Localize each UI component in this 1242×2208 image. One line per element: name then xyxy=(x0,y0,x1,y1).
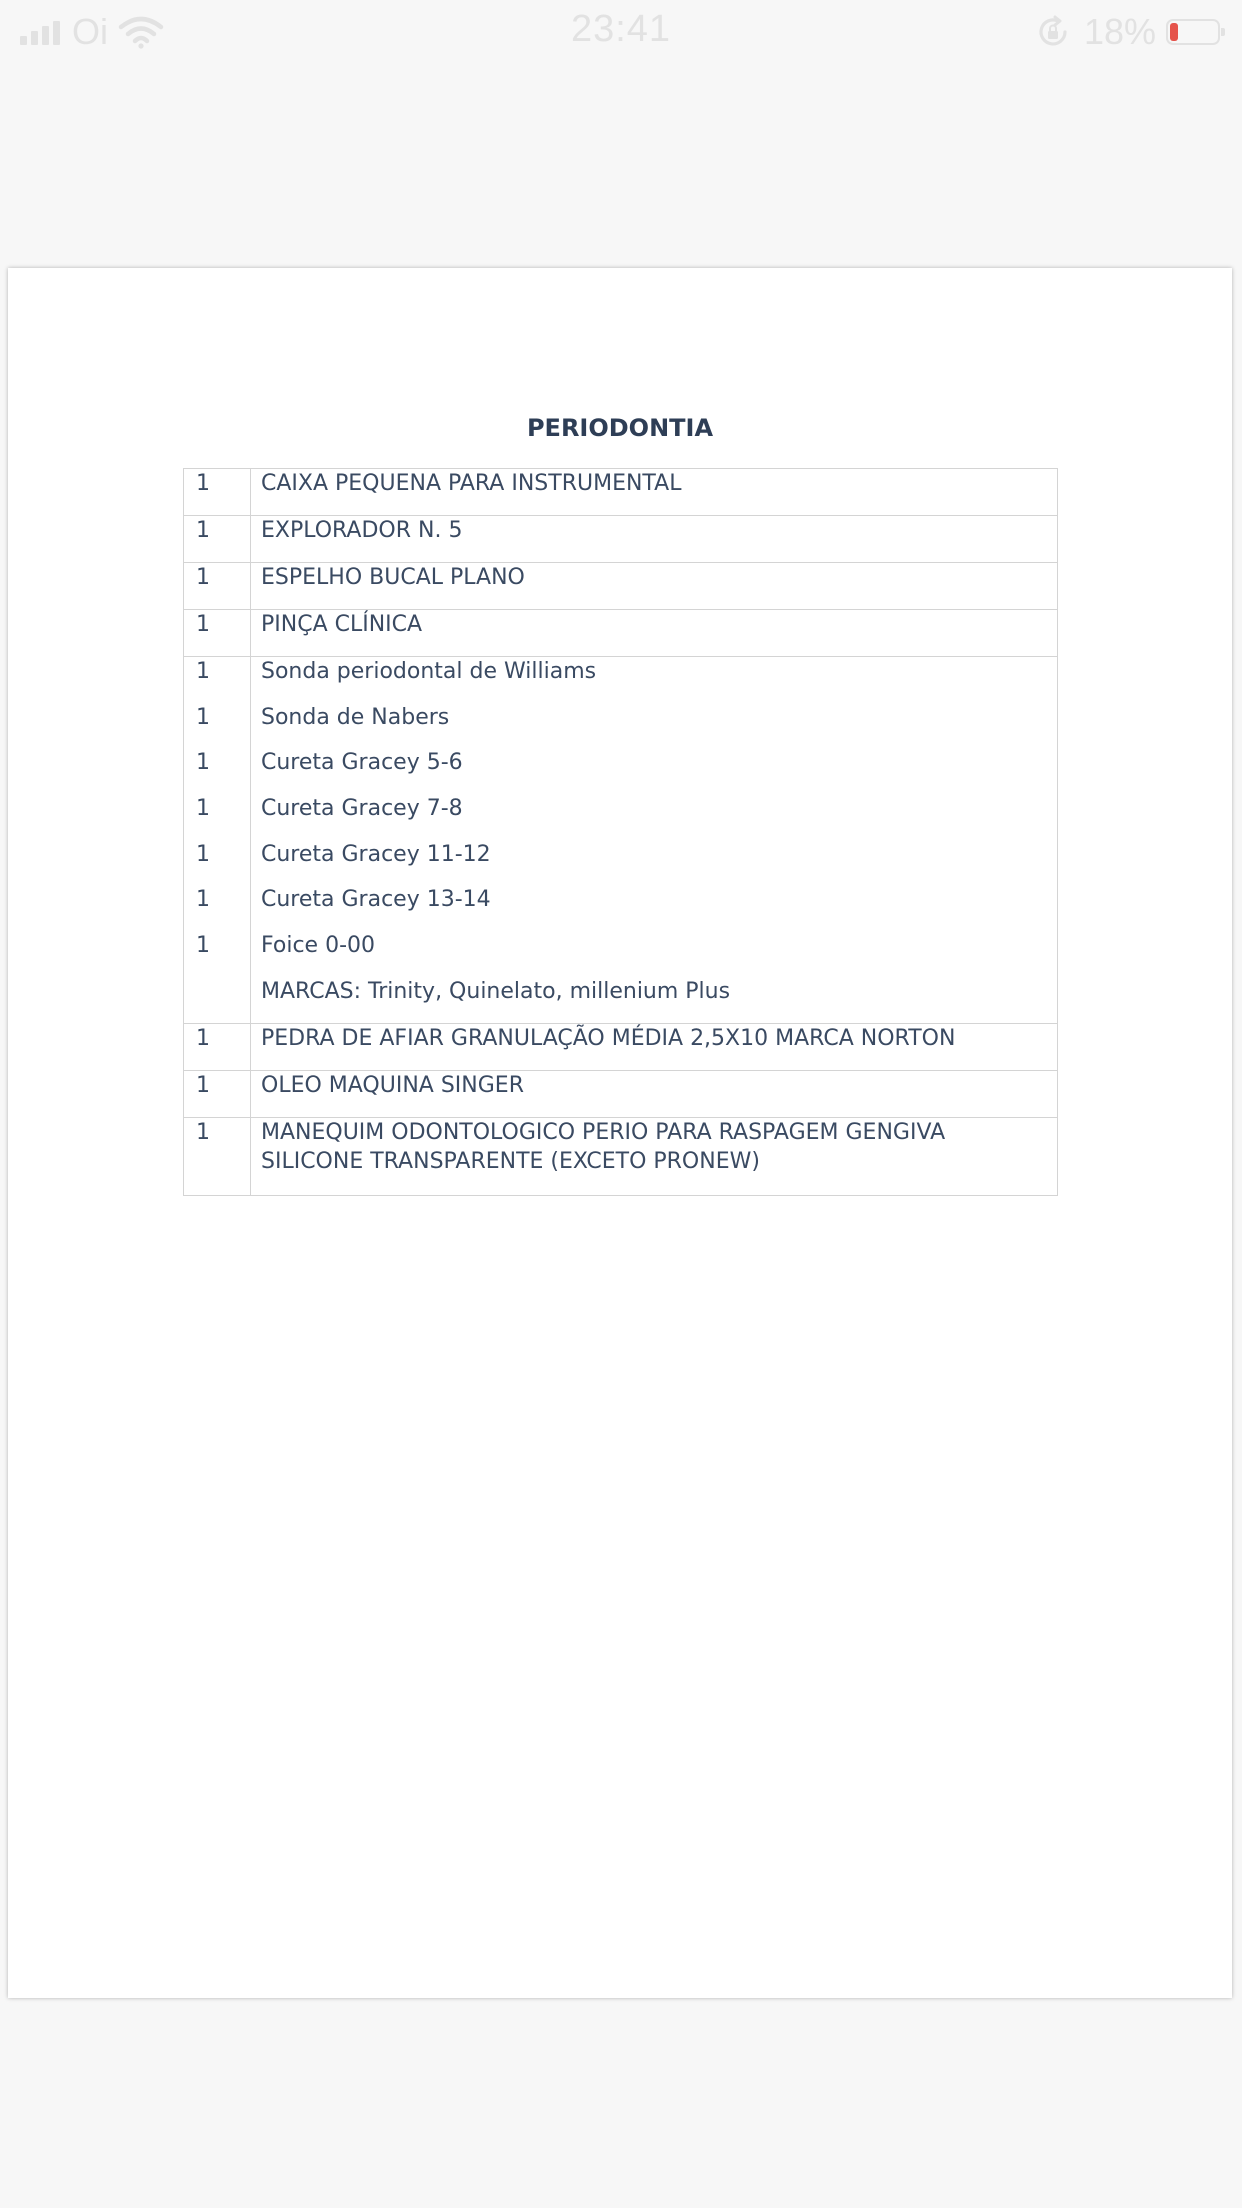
qty-value: 1 xyxy=(196,1119,210,1145)
status-right xyxy=(1036,10,1220,54)
item-description: PINÇA CLÍNICA xyxy=(261,612,423,637)
qty-value: 1 xyxy=(196,612,210,637)
status-bar xyxy=(0,0,1242,64)
qty-value: 1 xyxy=(196,796,210,822)
desc-cell xyxy=(251,610,1058,657)
qty-cell xyxy=(184,1023,251,1070)
battery-percent: 18% xyxy=(1083,11,1156,52)
item-description: OLEO MAQUINA SINGER xyxy=(261,1072,524,1098)
table-row-instrument-group xyxy=(184,657,1058,1024)
item-description: PEDRA DE AFIAR GRANULAÇÃO MÉDIA 2,5X10 MARCA NORTON xyxy=(261,1025,956,1051)
desc-cell xyxy=(251,1023,1058,1070)
battery-level-fill xyxy=(1170,23,1178,41)
table-row xyxy=(184,563,1058,610)
qty-cell xyxy=(184,516,251,563)
battery-icon xyxy=(1166,19,1220,45)
item-description: CAIXA PEQUENA PARA INSTRUMENTAL xyxy=(261,471,682,496)
qty-value: 1 xyxy=(196,1072,210,1098)
qty-value: 1 xyxy=(196,704,210,730)
qty-value: 1 xyxy=(196,1025,210,1051)
desc-cell xyxy=(251,563,1058,610)
qty-value: 1 xyxy=(196,565,210,590)
qty-cell xyxy=(184,563,251,610)
desc-cell xyxy=(251,1117,1058,1195)
item-description: Cureta Gracey 11-12 xyxy=(261,841,491,867)
item-description-line-2: SILICONE TRANSPARENTE (EXCETO PRONEW) xyxy=(261,1148,760,1174)
table-row xyxy=(184,1117,1058,1195)
item-description: EXPLORADOR N. 5 xyxy=(261,518,463,543)
rotation-lock-icon xyxy=(1036,15,1070,49)
item-description: ESPELHO BUCAL PLANO xyxy=(261,565,525,590)
qty-cell xyxy=(184,469,251,516)
qty-value: 1 xyxy=(196,659,210,684)
item-description-line-1: MANEQUIM ODONTOLOGICO PERIO PARA RASPAGEM GENGIVA xyxy=(261,1119,946,1145)
desc-cell xyxy=(251,516,1058,563)
qty-cell xyxy=(184,1117,251,1195)
qty-value: 1 xyxy=(196,933,210,959)
item-description: Cureta Gracey 7-8 xyxy=(261,796,463,822)
item-description: Sonda periodontal de Williams xyxy=(261,659,597,684)
carrier-name: Oi xyxy=(72,11,108,52)
qty-value: 1 xyxy=(196,750,210,776)
qty-value: 1 xyxy=(196,471,210,496)
desc-cell xyxy=(251,469,1058,516)
document-page[interactable] xyxy=(8,268,1232,1998)
table-row xyxy=(184,610,1058,657)
document-title: PERIODONTIA xyxy=(526,414,714,442)
qty-cell xyxy=(184,1070,251,1117)
qty-value xyxy=(184,977,250,1023)
qty-value: 1 xyxy=(196,841,210,867)
table-row xyxy=(184,1070,1058,1117)
qty-value: 1 xyxy=(196,518,210,543)
qty-value: 1 xyxy=(196,887,210,913)
qty-cell xyxy=(184,610,251,657)
item-description: Cureta Gracey 5-6 xyxy=(261,750,463,776)
desc-cell xyxy=(251,1070,1058,1117)
table-row xyxy=(184,516,1058,563)
table-row xyxy=(184,1023,1058,1070)
brands-note: MARCAS: Trinity, Quinelato, millenium Plus xyxy=(261,978,731,1004)
items-table xyxy=(183,468,1058,1196)
item-description: Foice 0-00 xyxy=(261,933,375,959)
qty-cell xyxy=(184,657,251,1024)
item-description: Cureta Gracey 13-14 xyxy=(261,887,491,913)
item-description: Sonda de Nabers xyxy=(261,704,450,730)
status-clock: 23:41 xyxy=(570,8,672,50)
desc-cell xyxy=(251,657,1058,1024)
table-row xyxy=(184,469,1058,516)
